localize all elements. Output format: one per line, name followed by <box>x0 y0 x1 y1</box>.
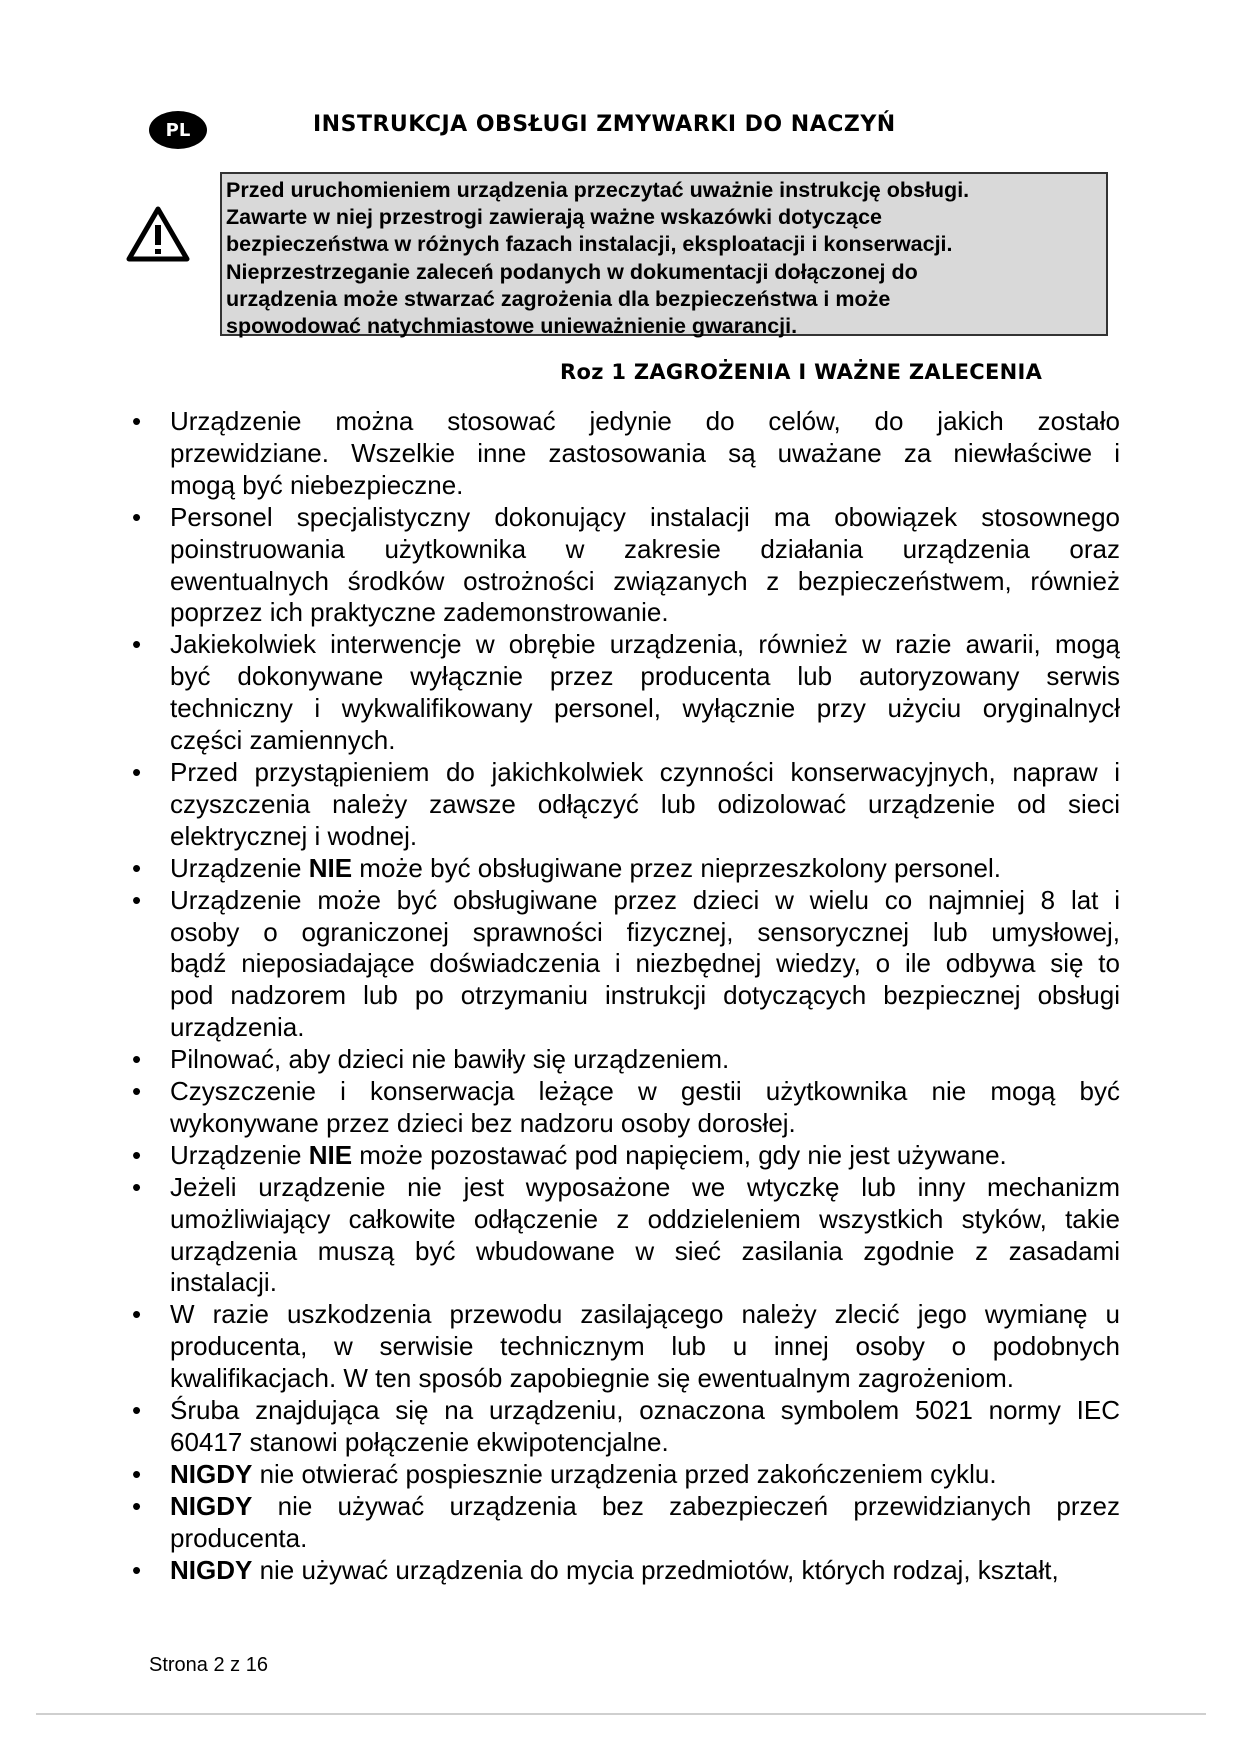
list-line: instalacji. <box>170 1267 277 1298</box>
list-item <box>130 1076 1120 1140</box>
section-title: Roz 1 ZAGROŻENIA I WAŻNE ZALECENIA <box>560 360 1043 384</box>
warning-line: spowodować natychmiastowe unieważnienie gwarancji. <box>226 314 798 339</box>
list-item <box>130 1555 1120 1587</box>
list-line: urządzenia muszą być wbudowane w sieć zasilania zgodnie z zasadami <box>170 1235 1120 1266</box>
list-line: wykonywane przez dzieci bez nadzoru osoby dorosłej. <box>170 1107 796 1138</box>
list-line: kwalifikacjach. W ten sposób zapobiegnie się ewentualnym zagrożeniom. <box>170 1363 1014 1394</box>
warning-line: bezpieczeństwa w różnych fazach instalacji, eksploatacji i konserwacji. <box>226 232 953 257</box>
list-line: być dokonywane wyłącznie przez producenta lub autoryzowany serwis <box>170 661 1120 692</box>
list-text: nie używać urządzenia bez zabezpieczeń przewidzianych przez <box>252 1490 1120 1521</box>
list-line: bądź nieposiadające doświadczenia i niezbędnej wiedzy, o ile odbywa się to <box>170 948 1120 979</box>
list-item <box>130 1459 1120 1491</box>
emphasis-text: NIGDY <box>170 1458 253 1489</box>
list-line: elektrycznej i wodnej. <box>170 820 418 851</box>
warning-line: Przed uruchomieniem urządzenia przeczytać uważnie instrukcję obsługi. <box>226 178 970 202</box>
list-line: • Przed przystąpieniem do jakichkolwiek czynności konserwacyjnych, napraw i <box>170 756 1120 787</box>
list-item <box>130 885 1120 1045</box>
warning-line: Nieprzestrzeganie zaleceń podanych w dokumentacji dołączonej do <box>226 259 918 284</box>
list-line <box>170 1555 1120 1587</box>
list-line <box>170 1491 1120 1523</box>
list-item <box>130 853 1120 885</box>
emphasis-text: NIGDY <box>170 1554 253 1585</box>
list-item <box>130 1491 1120 1555</box>
list-text: może być obsługiwane przez nieprzeszkolony personel. <box>352 852 1001 883</box>
safety-list <box>130 406 1120 1587</box>
list-item <box>130 502 1120 630</box>
emphasis-text: NIGDY <box>170 1490 253 1521</box>
list-item <box>130 1044 1120 1076</box>
list-line: • Czyszczenie i konserwacja leżące w gestii użytkownika nie mogą być <box>170 1076 1120 1107</box>
list-line: mogą być niebezpieczne. <box>170 469 464 500</box>
list-text: Urządzenie <box>170 1139 309 1170</box>
list-line: • Personel specjalistyczny dokonujący instalacji ma obowiązek stosownego <box>170 501 1120 532</box>
list-line: urządzenia. <box>170 1012 305 1043</box>
list-line: poinstruowania użytkownika w zakresie działania urządzenia oraz <box>170 533 1120 564</box>
list-line: pod nadzorem lub po otrzymaniu instrukcji dotyczących bezpiecznej obsługi <box>170 980 1120 1011</box>
list-line: techniczny i wykwalifikowany personel, wyłącznie przy użyciu oryginalnycł <box>170 693 1120 724</box>
list-line: przewidziane. Wszelkie inne zastosowania są uważane za niewłaściwe i <box>170 437 1120 468</box>
page-number: Strona 2 z 16 <box>149 1654 268 1676</box>
warning-box <box>220 172 1108 339</box>
list-line: • Urządzenie może być obsługiwane przez dzieci w wielu co najmniej 8 lat i <box>170 884 1120 915</box>
list-line: • W razie uszkodzenia przewodu zasilającego należy zlecić jego wymianę u <box>170 1299 1120 1330</box>
footer-divider <box>36 1713 1206 1715</box>
list-line: umożliwiający całkowite odłączenie z oddzieleniem wszystkich styków, takie <box>170 1203 1120 1234</box>
warning-triangle-icon <box>126 206 190 262</box>
list-text: nie używać urządzenia do mycia przedmiotów, których rodzaj, kształt, <box>252 1554 1059 1585</box>
warning-line: Zawarte w niej przestrogi zawierają ważne wskazówki dotyczące <box>226 205 882 230</box>
emphasis-text: NIE <box>308 1139 353 1170</box>
list-line: osoby o ograniczonej sprawności fizycznej, sensorycznej lub umysłowej, <box>170 916 1120 947</box>
list-item <box>130 757 1120 853</box>
list-line: ewentualnych środków ostrożności związanych z bezpieczeństwem, również <box>170 565 1120 596</box>
list-item <box>130 406 1120 502</box>
list-line: producenta. <box>170 1522 308 1553</box>
list-line <box>170 853 1120 885</box>
list-item <box>130 629 1120 757</box>
list-text: może pozostawać pod napięciem, gdy nie jest używane. <box>352 1139 1007 1170</box>
list-line: • Śruba znajdująca się na urządzeniu, oznaczona symbolem 5021 normy IEC <box>170 1395 1120 1426</box>
list-line <box>170 1140 1120 1172</box>
list-line: • Urządzenie można stosować jedynie do celów, do jakich zostało <box>170 406 1120 436</box>
list-item <box>130 1172 1120 1300</box>
list-line: części zamiennych. <box>170 725 396 756</box>
page-title: INSTRUKCJA OBSŁUGI ZMYWARKI DO NACZYŃ <box>313 112 896 137</box>
list-item <box>130 1395 1120 1459</box>
list-line: • Jakiekolwiek interwencje w obrębie urządzenia, również w razie awarii, mogą <box>170 629 1120 660</box>
list-line <box>170 1459 1120 1491</box>
warning-line: urządzenia może stwarzać zagrożenia dla bezpieczeństwa i może <box>226 286 891 311</box>
list-line: poprzez ich praktyczne zademonstrowanie. <box>170 597 669 628</box>
list-text: nie otwierać pospiesznie urządzenia przed zakończeniem cyklu. <box>252 1458 997 1489</box>
list-line: producenta, w serwisie technicznym lub u innej osoby o podobnych <box>170 1331 1120 1362</box>
list-line: czyszczenia należy zawsze odłączyć lub odizolować urządzenie od sieci <box>170 788 1120 819</box>
list-item <box>130 1299 1120 1395</box>
emphasis-text: NIE <box>308 852 353 883</box>
list-text: Urządzenie <box>170 852 309 883</box>
list-line: • Pilnować, aby dzieci nie bawiły się urządzeniem. <box>170 1044 730 1075</box>
list-line: • Jeżeli urządzenie nie jest wyposażone we wtyczkę lub inny mechanizm <box>170 1171 1120 1202</box>
list-item <box>130 1140 1120 1172</box>
language-badge: PL <box>149 111 207 149</box>
list-line: 60417 stanowi połączenie ekwipotencjalne. <box>170 1427 669 1457</box>
